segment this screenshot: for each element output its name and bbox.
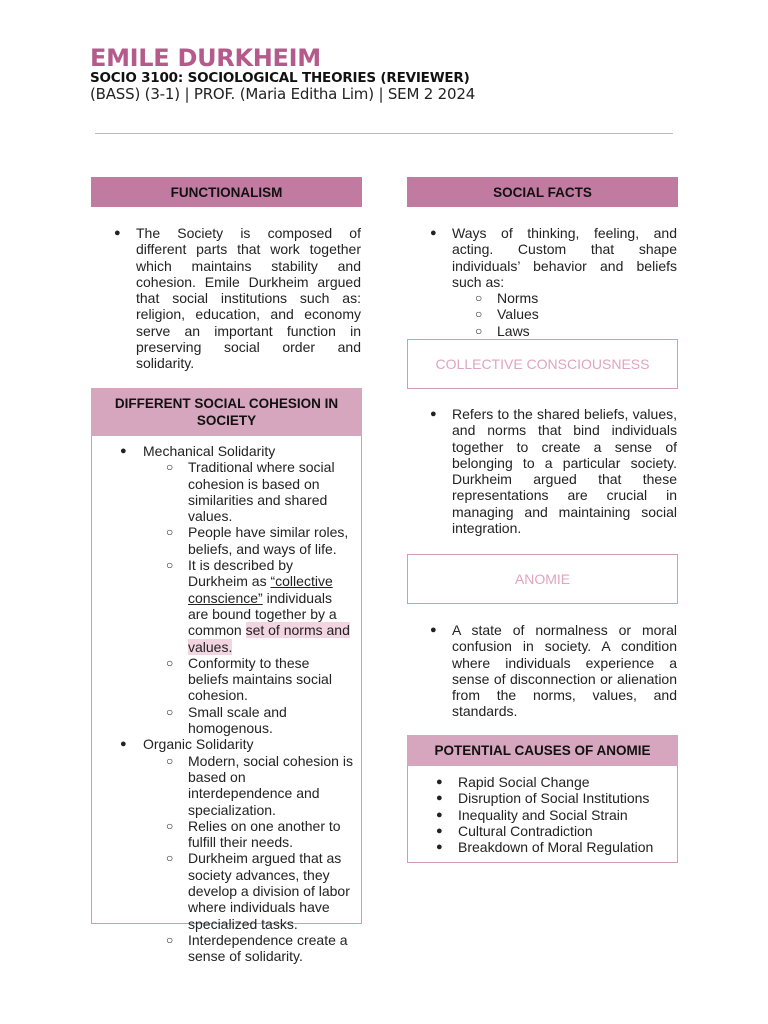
bullet-icon: ● [436,824,443,837]
functionalism-text: ● The Society is composed of different parts that work together which maintains stability and cohesion. Emile Durkheim argued that social institutions such as: religion, education, and economy serve an important function in preserving social order and solidarity. [114,225,361,372]
hollow-bullet-icon: ○ [166,818,174,833]
list-item: ○ It is described by Durkheim as “collective conscience” individuals are bound together by a common set of norms and values. [166,557,350,655]
bullet-icon: ● [114,227,121,239]
list-item: ● Inequality and Social Strain [436,806,628,823]
list-item: ○ Traditional where social cohesion is based on similarities and shared values. [166,459,335,525]
collective-text: ● Refers to the shared beliefs, values, and norms that bind individuals together to create a sense of belonging to a particular society. Durkheim argued that these representations are crucial in managing and maintaining social integration. [430,406,677,537]
bullet-icon: ● [436,792,443,805]
bullet-icon: ● [430,624,437,636]
bullet-icon: ● [436,776,443,788]
page-title: EMILE DURKHEIM [90,44,321,72]
list-item: ○ Modern, social cohesion is based on interdependence and specialization. [166,752,353,818]
list-item: ● Cultural Contradiction [436,822,593,839]
bullet-icon: ● [120,445,127,457]
collective-consciousness-heading: COLLECTIVE CONSCIOUSNESS [407,339,678,389]
anomie-heading: ANOMIE [407,554,678,604]
list-item: ○ Small scale and homogenous. [166,703,287,737]
causes-list [436,774,653,855]
divider [95,133,673,134]
functionalism-heading: FUNCTIONALISM [91,177,362,207]
hollow-bullet-icon: ○ [166,460,174,475]
hollow-bullet-icon: ○ [166,525,174,540]
list-item: ● Disruption of Social Institutions [436,790,650,807]
hollow-bullet-icon: ○ [475,307,483,322]
hollow-bullet-icon: ○ [475,323,483,338]
causes-heading: POTENTIAL CAUSES OF ANOMIE [407,735,678,766]
course-title: SOCIO 3100: SOCIOLOGICAL THEORIES (REVIEWER) [90,70,470,86]
list-item: ○ Values [475,306,539,323]
mechanical-label: Mechanical Solidarity [143,443,276,459]
list-item: ○ Durkheim argued that as society advances, they develop a division of labor where individuals have specialized tasks. [166,850,350,932]
collective-conscience-term: “collective conscience” [188,573,333,606]
organic-label: Organic Solidarity [143,736,254,753]
anomie-text: ● A state of normalness or moral confusion in society. A condition where individuals experience a sense of disconnection or alienation from the norms, values, and standards. [430,622,677,720]
social-facts-text: ● Ways of thinking, feeling, and acting. Custom that shape individuals’ behavior and beliefs such as: ○ Norms ○ Values ○ Laws [430,225,677,339]
list-item [92,443,361,736]
list-item: ○ Norms [475,290,539,307]
list-item: ○ People have similar roles, beliefs, and ways of life. [166,524,349,557]
bullet-icon: ● [430,408,437,420]
course-meta: (BASS) (3-1) | PROF. (Maria Editha Lim) | SEM 2 2024 [90,85,476,103]
bullet-icon: ● [430,227,437,239]
hollow-bullet-icon: ○ [475,291,483,306]
list-item: ○ Conformity to these beliefs maintains social cohesion. [166,654,332,704]
cohesion-heading: DIFFERENT SOCIAL COHESION IN SOCIETY [91,388,362,436]
hollow-bullet-icon: ○ [166,655,174,670]
hollow-bullet-icon: ○ [166,932,174,947]
list-item [92,736,361,964]
hollow-bullet-icon: ○ [166,704,174,719]
list-item: ○ Laws [475,322,530,339]
list-item: ○ Interdependence create a sense of solidarity. [166,931,348,965]
bullet-icon: ● [120,738,127,751]
list-item: ● Breakdown of Moral Regulation [436,839,654,856]
hollow-bullet-icon: ○ [166,851,174,866]
social-facts-heading: SOCIAL FACTS [407,177,678,207]
bullet-icon: ● [436,808,443,821]
hollow-bullet-icon: ○ [166,753,174,768]
list-item: ● Rapid Social Change [436,774,590,790]
highlighted-text: set of norms and values. [188,622,350,655]
list-item: ○ Relies on one another to fulfill their needs. [166,817,341,851]
bullet-icon: ● [436,841,443,854]
cohesion-box [91,436,362,965]
hollow-bullet-icon: ○ [166,558,174,573]
